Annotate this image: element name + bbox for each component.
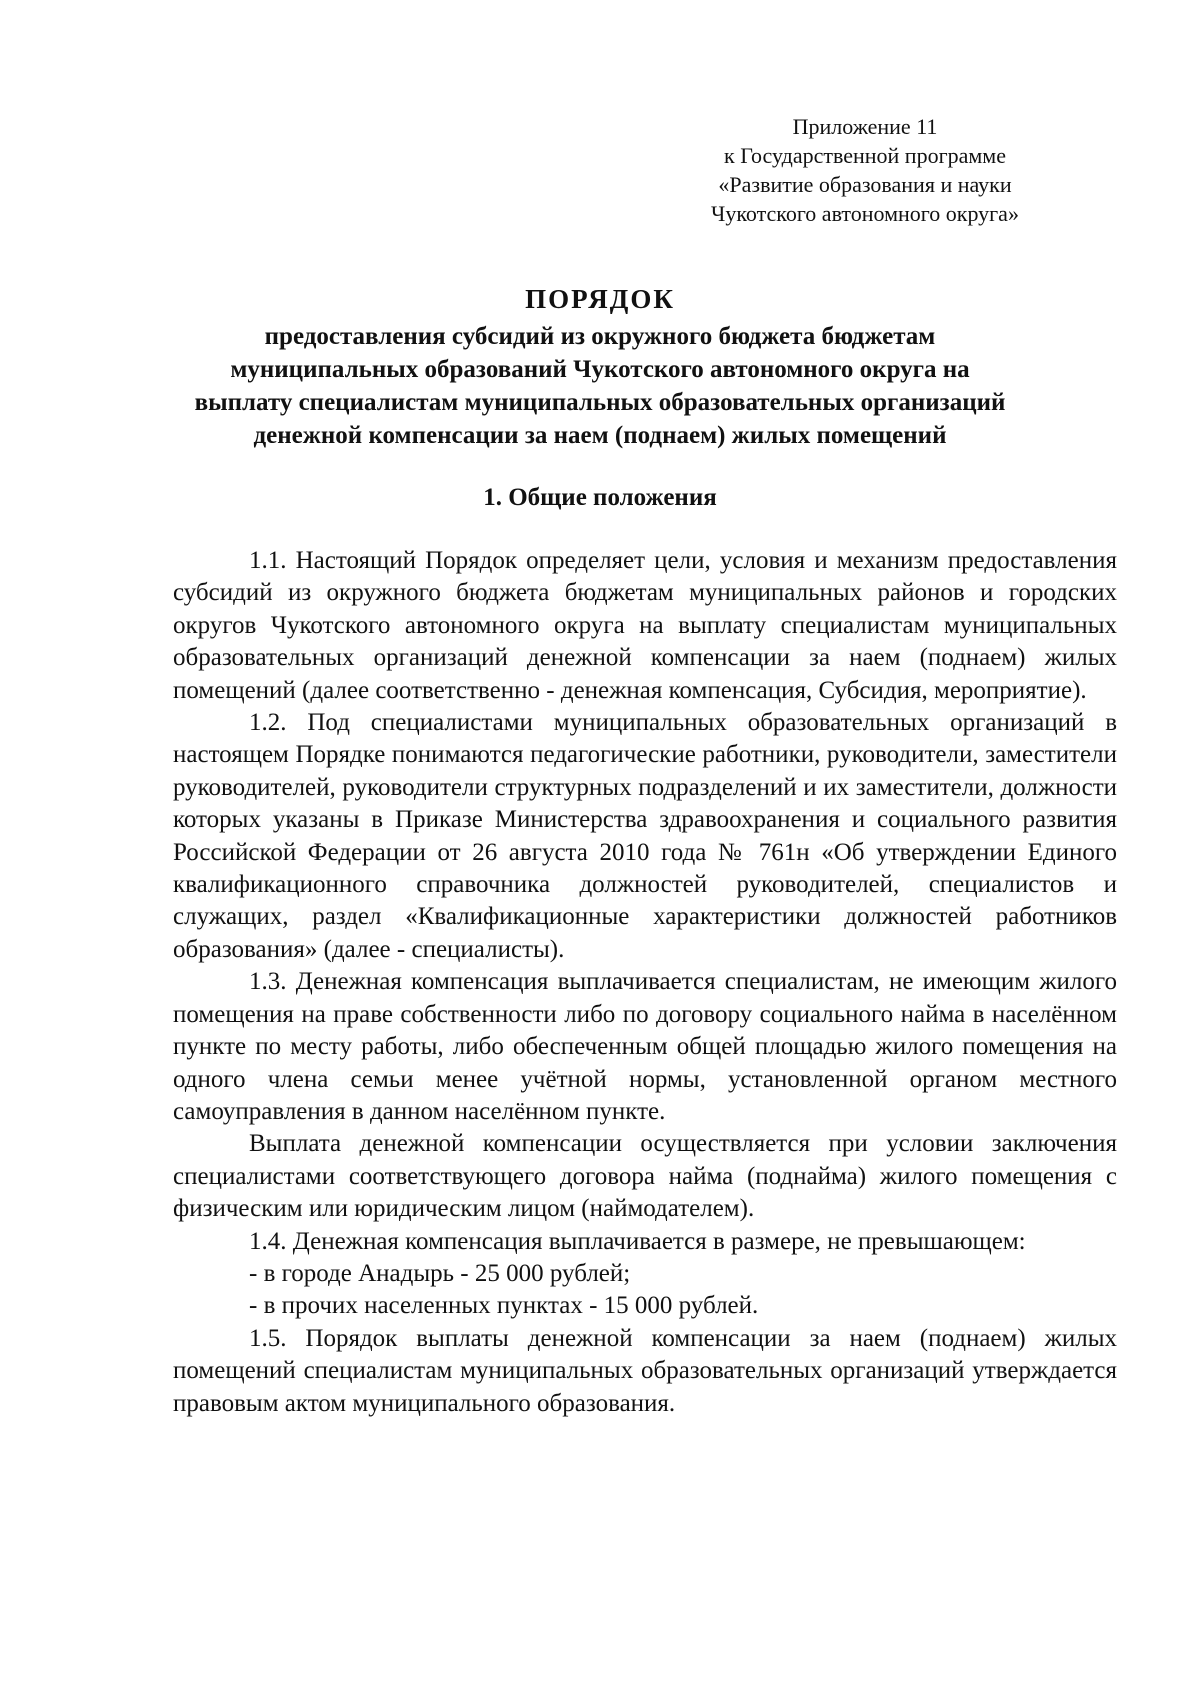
appendix-line: Чукотского автономного округа» — [711, 201, 1019, 226]
document-title-block — [150, 282, 1050, 452]
appendix-line: Приложение 11 — [792, 114, 938, 139]
section-body — [173, 545, 1117, 1420]
subtitle-line: выплату специалистам муниципальных образовательных организаций — [194, 389, 1006, 416]
paragraph-1-1: 1.1. Настоящий Порядок определяет цели, условия и механизм предоставления субсидий из окружного бюджета бюджетам муниципальных районов и городских округов Чукотского автономного округа на выплату специалистам муниципальных образовательных организаций денежной компенсации за наем (поднаем) жилых помещений (далее соответственно - денежная компенсация, Субсидия, мероприятие). — [173, 547, 1117, 704]
document-subtitle — [150, 320, 1050, 452]
section-heading: 1. Общие положения — [483, 484, 717, 511]
paragraph-1-3: 1.3. Денежная компенсация выплачивается специалистам, не имеющим жилого помещения на праве собственности либо по договору социального найма в населённом пункте по месту работы, либо обеспеченным общей площадью жилого помещения на одного члена семьи менее учётной нормы, установленной органом местного самоуправления в данном населённом пункте. — [173, 968, 1117, 1125]
subtitle-line: предоставления субсидий из окружного бюджета бюджетам — [264, 323, 936, 350]
paragraph-1-5: 1.5. Порядок выплаты денежной компенсации за наем (поднаем) жилых помещений специалистам муниципальных образовательных организаций утверждается правовым актом муниципального образования. — [173, 1324, 1117, 1417]
paragraph-1-2: 1.2. Под специалистами муниципальных образовательных организаций в настоящем Порядке понимаются педагогические работники, руководители, заместители руководителей, руководители структурных подразделений и их заместители, должности которых указаны в Приказе Министерства здравоохранения и социального развития Российской Федерации от 26 августа 2010 года № 761н «Об утверждении Единого квалификационного справочника должностей руководителей, специалистов и служащих, раздел «Квалификационные характеристики должностей работников образования» (далее - специалисты). — [173, 709, 1117, 963]
appendix-note — [680, 112, 1050, 228]
subtitle-line: денежной компенсации за наем (поднаем) жилых помещений — [253, 422, 947, 449]
document-title: ПОРЯДОК — [525, 284, 675, 314]
appendix-line: к Государственной программе — [724, 143, 1006, 168]
list-item: - в прочих населенных пунктах - 15 000 рублей. — [249, 1292, 759, 1320]
paragraph-1-4: 1.4. Денежная компенсация выплачивается в размере, не превышающем: — [249, 1227, 1026, 1255]
subtitle-line: муниципальных образований Чукотского автономного округа на — [230, 356, 970, 383]
list-item: - в городе Анадырь - 25 000 рублей; — [249, 1259, 631, 1287]
paragraph-1-3-continued: Выплата денежной компенсации осуществляется при условии заключения специалистами соответствующего договора найма (поднайма) жилого помещения с физическим или юридическим лицом (наймодателем). — [173, 1130, 1117, 1223]
appendix-line: «Развитие образования и науки — [718, 172, 1012, 197]
